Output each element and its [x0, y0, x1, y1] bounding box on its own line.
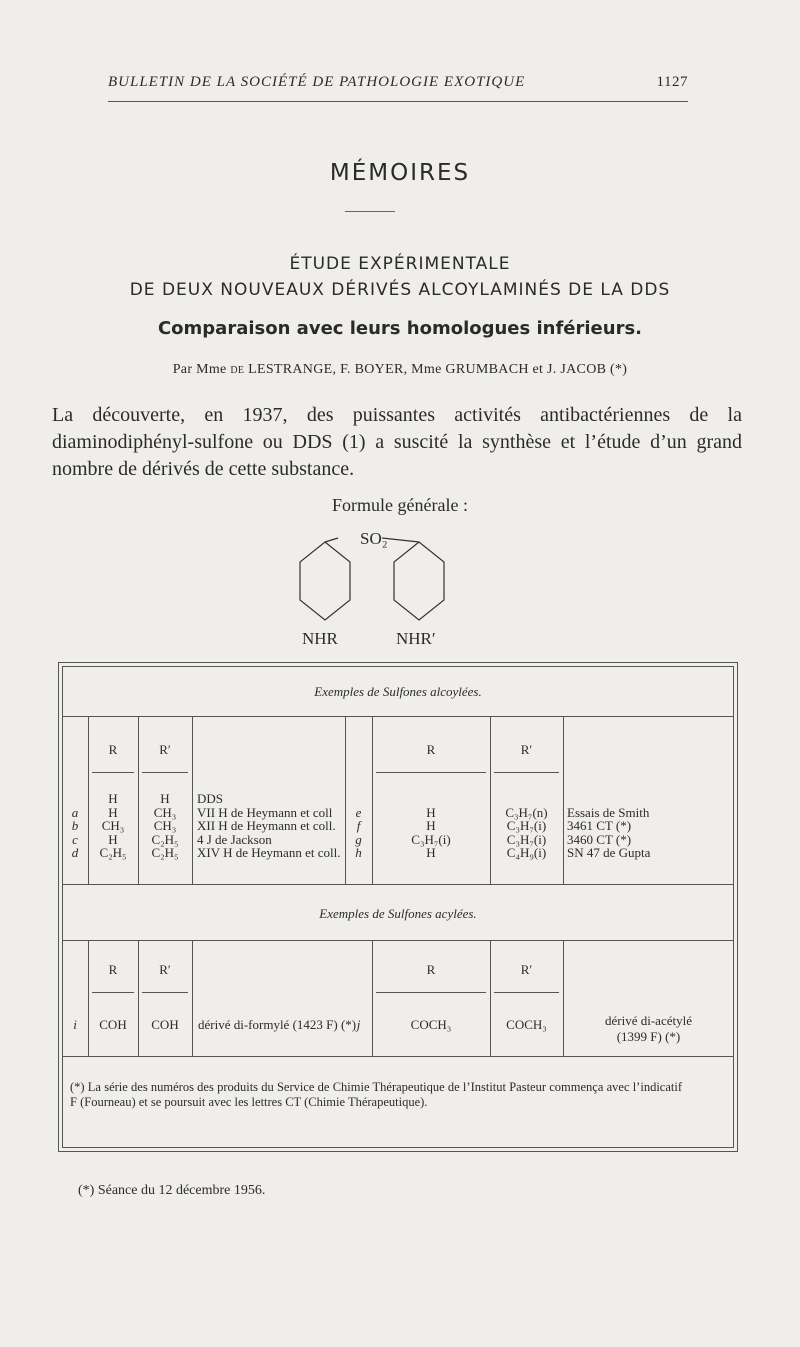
row-letter: f — [356, 818, 361, 833]
row-reference: 3461 CT (*) — [567, 818, 632, 833]
rule-1 — [62, 716, 734, 717]
row-reference: SN 47 de Gupta — [567, 845, 651, 860]
row-r-prime: C₂H₅ — [151, 831, 179, 847]
row-r: H — [108, 831, 118, 847]
hdr-r-prime: R′ — [520, 742, 533, 757]
hdr-r: R — [426, 742, 436, 757]
row-r-prime: C₃H₇(i) — [506, 818, 547, 833]
rule-3 — [62, 940, 734, 941]
rule-4 — [62, 1056, 734, 1057]
table-footnote: (*) La série des numéros des produits du Service de Chimie Thérapeutique de l’Institut Pasteur commença avec l’indicatif F (Fourneau) et se poursuit avec les lettres CT (Chimie Thérapeutique). — [70, 1080, 682, 1109]
formula-nhr-left: NHR — [302, 629, 338, 648]
rule-sub — [494, 772, 559, 773]
row-reference: XII H de Heymann et coll. — [197, 818, 336, 833]
formula-so2: SO₂ — [360, 529, 388, 548]
page-footnote: (*) Séance du 12 décembre 1956. — [78, 1183, 266, 1198]
section-divider — [345, 211, 395, 212]
row-r-prime: H — [160, 791, 170, 806]
acyl-letter: j — [356, 1017, 361, 1032]
row-r: H — [426, 845, 436, 860]
acyl-table-title: Exemples de Sulfones acylées. — [319, 906, 477, 921]
acyl-ref: dérivé di-formylé (1423 F) (*) — [198, 1017, 357, 1032]
row-reference: VII H de Heymann et coll — [197, 804, 333, 820]
article-title-line1: ÉTUDE EXPÉRIMENTALE — [289, 254, 511, 274]
col-rule — [563, 716, 564, 884]
row-reference: Essais de Smith — [567, 804, 650, 820]
row-r: C₂H₅ — [99, 845, 127, 860]
rule-sub — [142, 992, 188, 993]
acyl-rp: COH — [151, 1017, 179, 1032]
acyl-ref-2: (1399 F) (*) — [616, 1029, 681, 1044]
right-benzene-ring — [394, 542, 444, 620]
row-r-prime: C₃H₇(i) — [506, 831, 547, 847]
article-subtitle: Comparaison avec leurs homologues inférieurs. — [157, 318, 643, 339]
rule-sub — [92, 992, 134, 993]
row-reference: 4 J de Jackson — [197, 831, 272, 847]
row-r-prime: C₂H₅ — [151, 845, 179, 860]
hdr-r: R — [108, 742, 118, 757]
acyl-ref-1: dérivé di-acétylé — [605, 1013, 692, 1028]
acyl-r: COCH₃ — [410, 1017, 452, 1032]
acyl-letter: i — [73, 1017, 77, 1032]
left-benzene-ring — [300, 542, 350, 620]
rule-2 — [62, 884, 734, 885]
formula-nhr-right: NHR′ — [396, 629, 436, 648]
row-r: C₃H₇(i) — [411, 831, 451, 847]
row-reference: XIV H de Heymann et coll. — [197, 845, 341, 860]
formula-label: Formule générale : — [332, 495, 468, 515]
row-letter: g — [355, 831, 362, 847]
rule-sub — [92, 772, 134, 773]
row-r: H — [426, 804, 436, 820]
authors-de: de — [230, 362, 245, 377]
row-r: CH₃ — [101, 818, 125, 833]
row-letter: d — [71, 845, 79, 860]
col-rule — [138, 940, 139, 1056]
col-rule — [372, 940, 373, 1056]
rule-sub — [142, 772, 188, 773]
structural-formula — [280, 520, 520, 650]
row-letter: h — [355, 845, 362, 860]
col-rule — [490, 940, 491, 1056]
col-rule — [192, 716, 193, 884]
intro-paragraph: La découverte, en 1937, des puissantes activités antibactériennes de la diaminodiphényl-sulfone ou DDS (1) a suscité la synthèse et l’étude d’un grand nombre de dérivés de cette substance. — [52, 404, 742, 480]
rule-sub — [376, 992, 486, 993]
row-r: H — [108, 791, 118, 806]
acyl-r: COH — [99, 1017, 127, 1032]
acyl-rp: COCH₃ — [506, 1017, 547, 1032]
row-r-prime: C₃H₇(n) — [505, 804, 548, 820]
hdr-r: R — [108, 962, 118, 977]
hdr-r-prime: R′ — [520, 962, 533, 977]
hdr-r-prime: R′ — [159, 962, 171, 977]
hdr-r: R — [426, 962, 436, 977]
journal-title: BULLETIN DE LA SOCIÉTÉ DE PATHOLOGIE EXOTIQUE — [108, 74, 526, 90]
section-title: MÉMOIRES — [329, 160, 471, 186]
running-head — [108, 74, 688, 91]
row-r-prime: C₄H₉(i) — [506, 845, 547, 860]
row-letter: c — [72, 831, 78, 847]
authors — [0, 362, 800, 378]
page-number: 1127 — [656, 74, 688, 90]
row-r-prime: CH₃ — [153, 818, 177, 833]
col-rule — [88, 940, 89, 1056]
row-letter: b — [71, 818, 79, 833]
rule-sub — [494, 992, 559, 993]
row-letter: e — [355, 804, 362, 820]
article-title-line2: DE DEUX NOUVEAUX DÉRIVÉS ALCOYLAMINÉS DE LA DDS — [129, 280, 671, 300]
alkyl-table-title: Exemples de Sulfones alcoylées. — [314, 684, 482, 699]
row-r: H — [426, 818, 436, 833]
row-letter: a — [71, 804, 79, 820]
row-r: H — [108, 804, 118, 820]
rule-sub — [376, 772, 486, 773]
authors-names: LESTRANGE, F. BOYER, Mme GRUMBACH et J. JACOB (*) — [248, 362, 628, 377]
authors-par: Par Mme — [172, 362, 227, 377]
row-reference: DDS — [197, 791, 224, 806]
col-rule — [192, 940, 193, 1056]
hdr-r-prime: R′ — [159, 742, 171, 757]
header-rule — [108, 101, 688, 102]
row-reference: 3460 CT (*) — [567, 831, 632, 847]
row-r-prime: CH₃ — [153, 804, 177, 820]
